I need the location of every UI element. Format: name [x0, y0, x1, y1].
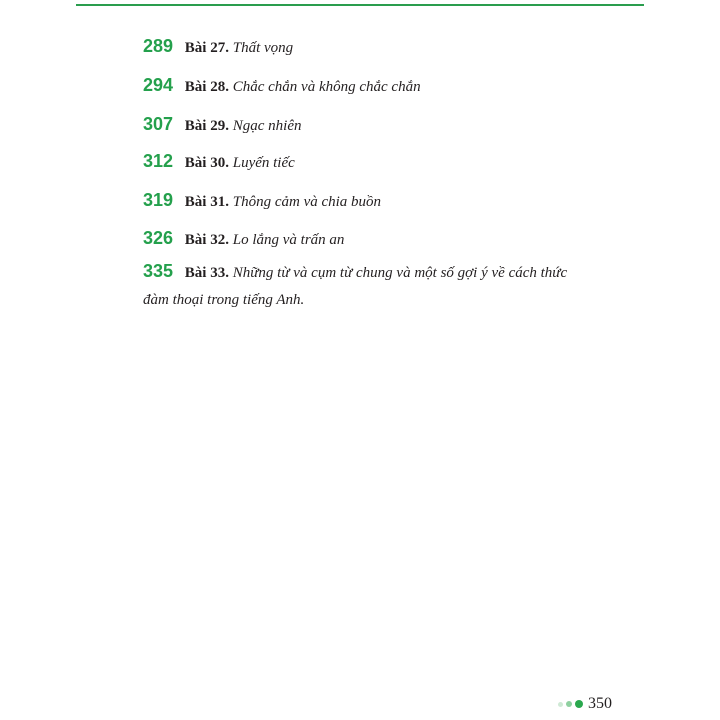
toc-lesson-label: Bài 29. [184, 118, 229, 134]
toc-page-number: 335 [143, 261, 174, 281]
toc-page-number: 289 [143, 36, 174, 56]
toc-lesson-title: Thất vọng [232, 40, 294, 56]
toc-lesson-title: Chắc chắn và không chắc chắn [232, 79, 421, 95]
toc-page-number: 312 [143, 151, 174, 171]
toc-lesson-label: Bài 28. [184, 79, 229, 95]
decorative-dot-icon [558, 702, 563, 707]
toc-lesson-title: Luyến tiếc [232, 155, 295, 171]
toc-entry[interactable] [143, 114, 301, 136]
toc-entry[interactable] [143, 228, 344, 250]
toc-lesson-label: Bài 33. [184, 265, 229, 281]
toc-lesson-title: Thông cảm và chia buồn [232, 194, 382, 210]
toc-entry[interactable] [143, 75, 421, 97]
toc-lesson-title: Lo lắng và trấn an [232, 232, 345, 248]
toc-lesson-title-continuation: đàm thoại trong tiếng Anh. [143, 292, 305, 308]
decorative-dot-icon [566, 701, 572, 707]
toc-entry[interactable] [143, 190, 381, 212]
toc-page-number: 294 [143, 75, 174, 95]
decorative-dot-icon [575, 700, 583, 708]
toc-page-number: 326 [143, 228, 174, 248]
top-rule [76, 4, 644, 6]
toc-lesson-title: Những từ và cụm từ chung và một số gợi ý về cách thức [232, 265, 568, 281]
toc-entry[interactable] [143, 36, 293, 58]
toc-page-number: 319 [143, 190, 174, 210]
toc-entry[interactable] [143, 151, 295, 173]
toc-lesson-label: Bài 32. [184, 232, 229, 248]
toc-lesson-title: Ngạc nhiên [232, 118, 302, 134]
toc-entry[interactable] [143, 261, 567, 283]
page-footer [558, 695, 612, 713]
toc-lesson-label: Bài 30. [184, 155, 229, 171]
toc-lesson-label: Bài 27. [184, 40, 229, 56]
toc-page-number: 307 [143, 114, 174, 134]
toc-lesson-label: Bài 31. [184, 194, 229, 210]
page-number: 350 [588, 695, 612, 712]
